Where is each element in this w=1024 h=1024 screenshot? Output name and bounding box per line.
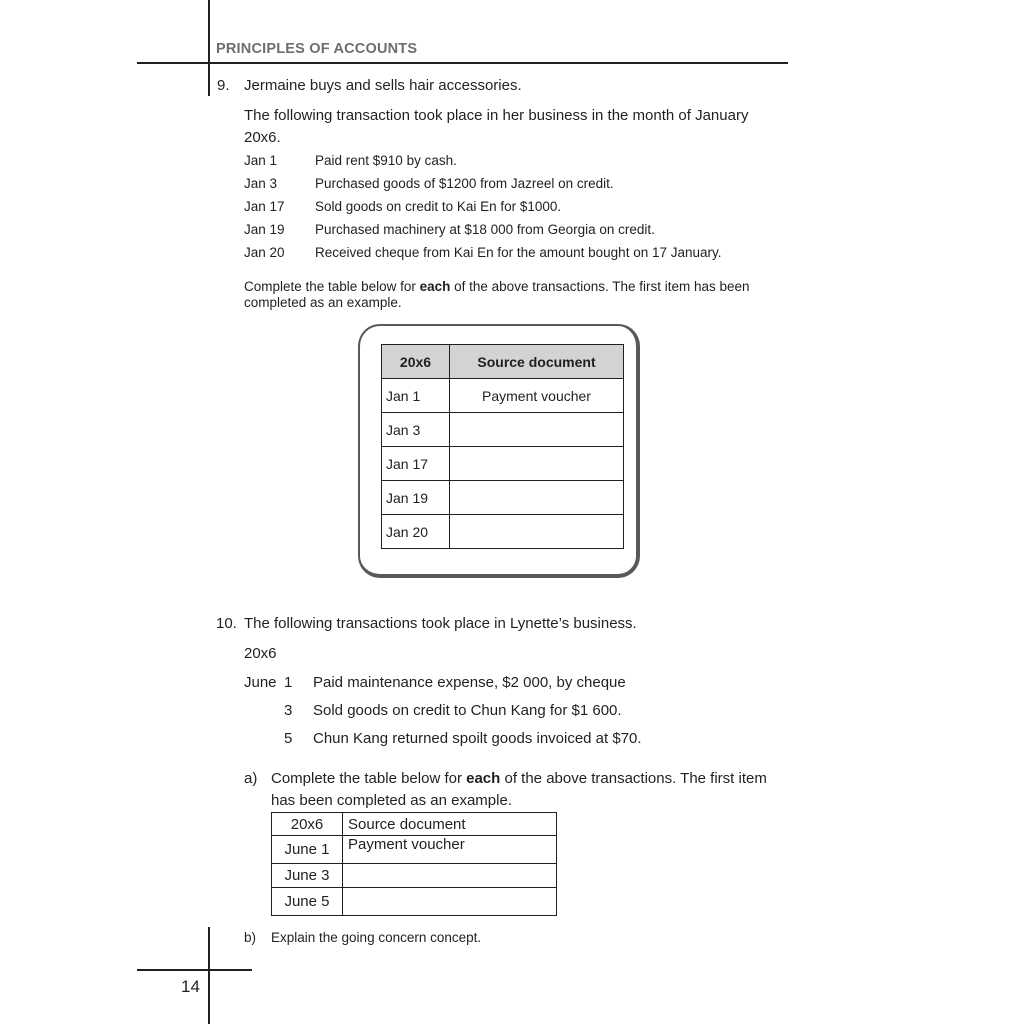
table-row bbox=[382, 413, 624, 447]
table-row bbox=[382, 481, 624, 515]
q10-tx-day: 3 bbox=[284, 702, 293, 719]
q9-tx-text: Sold goods on credit to Kai En for $1000. bbox=[315, 199, 562, 214]
table-header-row bbox=[382, 345, 624, 379]
table-cell-date: June 1 bbox=[272, 836, 343, 864]
q10-year: 20x6 bbox=[244, 645, 277, 662]
q10-intro: The following transactions took place in Lynette’s business. bbox=[244, 615, 637, 632]
table-row bbox=[382, 447, 624, 481]
table-cell-date: June 3 bbox=[272, 864, 343, 888]
q9-lead-line1: The following transaction took place in her business in the month of January bbox=[244, 107, 749, 124]
q10-number: 10. bbox=[216, 615, 237, 632]
table-row bbox=[272, 864, 557, 888]
table-cell-source-document-blank[interactable] bbox=[343, 888, 557, 916]
table-cell-source-document-blank[interactable] bbox=[343, 864, 557, 888]
q9-instruction-pre: Complete the table below for bbox=[244, 279, 420, 294]
q9-instruction bbox=[244, 279, 789, 294]
q9-tx-text: Received cheque from Kai En for the amount bought on 17 January. bbox=[315, 245, 722, 260]
header-horizontal-rule bbox=[137, 62, 788, 64]
footer-horizontal-rule bbox=[137, 969, 252, 971]
q9-tx-date: Jan 1 bbox=[244, 153, 278, 168]
q10-tx-text: Sold goods on credit to Chun Kang for $1 600. bbox=[313, 702, 622, 719]
q10-source-document-table bbox=[271, 812, 557, 916]
table-cell-source-document-blank[interactable] bbox=[450, 515, 624, 549]
table-cell-date: Jan 20 bbox=[382, 515, 450, 549]
table-cell-date: Jan 17 bbox=[382, 447, 450, 481]
header-vertical-rule bbox=[208, 0, 210, 96]
table-header-date: 20x6 bbox=[272, 813, 343, 836]
table-header-date: 20x6 bbox=[382, 345, 450, 379]
q10a-instruction-bold: each bbox=[466, 770, 501, 787]
table-header-source-document: Source document bbox=[343, 813, 557, 836]
q9-instruction-post: of the above transactions. The first item has been bbox=[450, 279, 750, 294]
q10-tx-day: 1 bbox=[284, 674, 293, 691]
table-header-row bbox=[272, 813, 557, 836]
q9-tx-text: Purchased machinery at $18 000 from Georgia on credit. bbox=[315, 222, 655, 237]
q10b-text: Explain the going concern concept. bbox=[271, 930, 482, 945]
q10-tx-day: 5 bbox=[284, 730, 293, 747]
q10a-label: a) bbox=[244, 770, 258, 787]
table-cell-date: June 5 bbox=[272, 888, 343, 916]
page-number: 14 bbox=[181, 977, 200, 996]
q9-number: 9. bbox=[217, 77, 230, 94]
table-cell-date: Jan 19 bbox=[382, 481, 450, 515]
table-cell-source-document-blank[interactable] bbox=[450, 413, 624, 447]
q10-tx-text: Paid maintenance expense, $2 000, by cheque bbox=[313, 674, 626, 691]
q9-lead-line2: 20x6. bbox=[244, 129, 281, 146]
q9-tx-text: Purchased goods of $1200 from Jazreel on credit. bbox=[315, 176, 614, 191]
q9-tx-date: Jan 20 bbox=[244, 245, 285, 260]
q10a-instruction-line2: has been completed as an example. bbox=[271, 792, 512, 809]
q10-tx-text: Chun Kang returned spoilt goods invoiced at $70. bbox=[313, 730, 642, 747]
table-cell-source-document: Payment voucher bbox=[343, 836, 557, 864]
running-header-title: PRINCIPLES OF ACCOUNTS bbox=[216, 41, 418, 57]
table-cell-source-document: Payment voucher bbox=[450, 379, 624, 413]
table-header-source-document: Source document bbox=[450, 345, 624, 379]
q10a-instruction bbox=[271, 770, 801, 787]
footer-vertical-rule bbox=[208, 927, 210, 1024]
q10a-instruction-post: of the above transactions. The first item bbox=[500, 770, 767, 787]
q10-tx-month: June bbox=[244, 674, 277, 691]
table-cell-date: Jan 3 bbox=[382, 413, 450, 447]
q9-instruction-line2: completed as an example. bbox=[244, 295, 402, 310]
table-cell-source-document-blank[interactable] bbox=[450, 447, 624, 481]
table-cell-date: Jan 1 bbox=[382, 379, 450, 413]
table-cell-source-document-blank[interactable] bbox=[450, 481, 624, 515]
q9-source-document-table bbox=[381, 344, 624, 549]
table-row bbox=[272, 888, 557, 916]
table-row bbox=[272, 836, 557, 864]
q9-tx-text: Paid rent $910 by cash. bbox=[315, 153, 457, 168]
q10a-instruction-pre: Complete the table below for bbox=[271, 770, 467, 787]
q9-tx-date: Jan 19 bbox=[244, 222, 285, 237]
q9-tx-date: Jan 3 bbox=[244, 176, 278, 191]
q10b-label: b) bbox=[244, 930, 257, 945]
q9-instruction-bold: each bbox=[419, 279, 451, 294]
q9-intro: Jermaine buys and sells hair accessories. bbox=[244, 77, 522, 94]
table-row bbox=[382, 379, 624, 413]
q9-tx-date: Jan 17 bbox=[244, 199, 285, 214]
table-row bbox=[382, 515, 624, 549]
